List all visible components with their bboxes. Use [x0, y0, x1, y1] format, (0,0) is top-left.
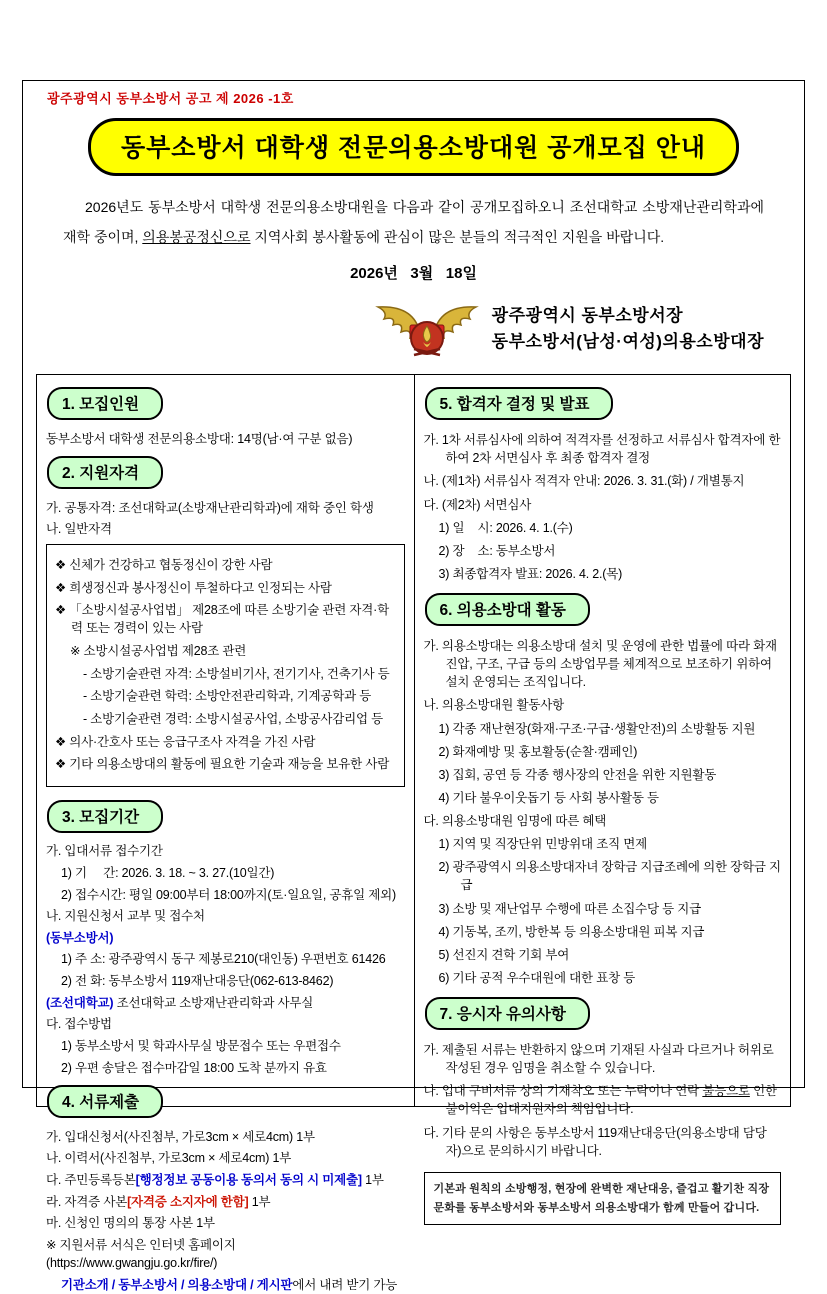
notice-number: 광주광역시 동부소방서 공고 제 2026 -1호 [47, 91, 294, 106]
doc-bankbook-copy: 마. 신청인 명의의 통장 사본 1부 [46, 1216, 215, 1231]
reception-university: (조선대학교) 조선대학교 소방재난관리학과 사무실 [46, 995, 314, 1010]
period-dates: 1) 기 간: 2026. 3. 18. ~ 3. 27.(10일간) [61, 865, 275, 880]
apply-method-2: 2) 우편 송달은 접수마감일 18:00 도착 분까지 유효 [61, 1060, 327, 1075]
qualification-detail-box [46, 544, 405, 787]
activity-2: 2) 화재예방 및 홍보활동(순찰·캠페인) [438, 744, 638, 759]
qual-sub-item: - 소방기술관련 학력: 소방안전관리학과, 기계공학과 등 [83, 689, 372, 704]
caution-3: 다. 기타 문의 사항은 동부소방서 119재난대응단(의용소방대 담당자)으로 문의하시기 바랍니다. [423, 1125, 767, 1158]
signer-title-1: 광주광역시 동부소방서장 [491, 305, 684, 325]
benefit-3: 3) 소방 및 재난업무 수행에 따른 소집수당 등 지급 [438, 901, 702, 916]
benefit-2: 2) 광주광역시 의용소방대자녀 장학금 지급조례에 의한 장학금 지급 [438, 860, 781, 893]
reception-address: 1) 주 소: 광주광역시 동구 제봉로210(대인동) 우편번호 61426 [61, 952, 386, 967]
apply-method-heading: 다. 접수방법 [46, 1017, 112, 1032]
section-2-header: 2. 지원자격 [47, 456, 163, 489]
slogan-box [424, 1172, 782, 1225]
intro-paragraph [63, 192, 764, 252]
qual-note: ※ 소방시설공사업법 제28조 관련 [70, 644, 247, 659]
period-hours: 2) 접수시간: 평일 09:00부터 18:00까지(토·일요일, 공휴일 제외) [61, 887, 396, 902]
caution-2: 나. 입대 구비서류 상의 기재착오 또는 누락이나 연락 불능으로 인한 불이익은 입대지원자의 책임입니다. [423, 1084, 777, 1117]
activity-4: 4) 기타 불우이웃돕기 등 사회 봉사활동 등 [438, 790, 659, 805]
qual-sub-item: - 소방기술관련 자격: 소방설비기사, 전기기사, 건축기사 등 [83, 666, 390, 681]
reception-heading: 나. 지원신청서 교부 및 접수처 [46, 909, 205, 924]
form-download-note: ※ 지원서류 서식은 인터넷 홈페이지 (https://www.gwangju.go.kr/fire/) [46, 1237, 236, 1270]
left-column [37, 375, 414, 1292]
final-result-date: 3) 최종합격자 발표: 2026. 4. 2.(목) [438, 566, 623, 581]
qual-item: ❖ 희생정신과 봉사정신이 투철하다고 인정되는 사람 [55, 580, 332, 595]
reception-phone: 2) 전 화: 동부소방서 119재난대응단(062-613-8462) [61, 974, 334, 989]
benefits-heading: 다. 의용소방대원 임명에 따른 혜택 [423, 814, 607, 829]
announcement-date: 2026년 3월 18일 [350, 265, 477, 283]
fire-service-eagle-emblem-icon [374, 297, 480, 361]
intro-text-a: 2026년도 동부소방서 대학생 전문의용소방대원을 다음과 같이 공개모집하오니 조선대학교 소방재난관리학과에 재학 중이며, [63, 199, 764, 246]
signature-block [23, 297, 764, 361]
first-round-notice: 나. (제1차) 서류심사 적격자 안내: 2026. 3. 31.(화) / 개별통지 [423, 474, 745, 489]
qual-item: ❖ 의사·간호사 또는 응급구조사 자격을 가진 사람 [55, 734, 316, 749]
period-heading: 가. 입대서류 접수기간 [46, 844, 163, 859]
activity-1: 1) 각종 재난현장(화재·구조·구급·생활안전)의 소방활동 지원 [438, 721, 756, 736]
qual-sub-item: - 소방기술관련 경력: 소방시설공사업, 소방공사감리업 등 [83, 711, 383, 726]
reception-fire-station-label: (동부소방서) [46, 930, 114, 945]
brigade-description: 가. 의용소방대는 의용소방대 설치 및 운영에 관한 법률에 따라 화재진압, 구조, 구급 등의 소방업무를 체계적으로 보조하기 위하여 설치 운영되는 조직입니다. [423, 639, 777, 690]
qual-item: ❖ 「소방시설공사업법」 제28조에 따른 소방기술 관련 자격·학력 또는 경력이 있는 사람 [55, 603, 389, 636]
activities-heading: 나. 의용소방대원 활동사항 [423, 698, 564, 713]
benefit-4: 4) 기동복, 조끼, 방한복 등 의용소방대원 피복 지급 [438, 924, 705, 939]
intro-text-c: 지역사회 봉사활동에 관심이 많은 분들의 적극적인 지원을 바랍니다. [250, 229, 665, 246]
qual-item: ❖ 기타 의용소방대의 활동에 필요한 기술과 재능을 보유한 사람 [55, 757, 390, 772]
slogan-text: 기본과 원칙의 소방행정, 현장에 완벽한 재난대응, 즐겁고 활기찬 직장문화를 동부소방서와 동부소방서 의용소방대가 함께 만들어 갑니다. [433, 1182, 770, 1214]
title-banner-row [23, 118, 804, 176]
section-6-header: 6. 의용소방대 활동 [425, 593, 590, 626]
form-download-path: 기관소개 / 동부소방서 / 의용소방대 / 게시판에서 내려 받기 가능 [61, 1277, 398, 1292]
qual-item: ❖ 신체가 건강하고 협동정신이 강한 사람 [55, 558, 273, 573]
apply-method-1: 1) 동부소방서 및 학과사무실 방문접수 또는 우편접수 [61, 1038, 341, 1053]
caution-1: 가. 제출된 서류는 반환하지 않으며 기재된 사실과 다르거나 허위로 작성된 경우 임명을 취소할 수 있습니다. [423, 1043, 774, 1076]
second-round-heading: 다. (제2차) 서면심사 [423, 497, 532, 512]
signer-titles [492, 303, 764, 356]
doc-residence-copy: 다. 주민등록등본[행정정보 공동이용 동의서 동의 시 미제출] 1부 [46, 1172, 384, 1187]
selection-process: 가. 1차 서류심사에 의하여 적격자를 선정하고 서류심사 합격자에 한하여 2차 서면심사 후 최종 합격자 결정 [423, 433, 781, 466]
second-round-place: 2) 장 소: 동부소방서 [438, 543, 556, 558]
doc-license-copy: 라. 자격증 사본[자격증 소지자에 한함] 1부 [46, 1194, 271, 1209]
doc-resume: 나. 이력서(사진첨부, 가로3cm × 세로4cm) 1부 [46, 1151, 292, 1166]
benefit-1: 1) 지역 및 직장단위 민방위대 조직 면제 [438, 837, 647, 852]
activity-3: 3) 집회, 공연 등 각종 행사장의 안전을 위한 지원활동 [438, 767, 717, 782]
benefit-5: 5) 선진지 견학 기회 부여 [438, 947, 570, 962]
section-5-header: 5. 합격자 결정 및 발표 [425, 387, 614, 420]
second-round-date: 1) 일 시: 2026. 4. 1.(수) [438, 520, 573, 535]
section-1-header: 1. 모집인원 [47, 387, 163, 420]
section-4-header: 4. 서류제출 [47, 1085, 163, 1118]
section-7-header: 7. 응시자 유의사항 [425, 997, 590, 1030]
qualification-general: 나. 일반자격 [46, 522, 112, 537]
content-table [36, 374, 791, 1292]
intro-text-underlined: 의용봉공정신으로 [142, 229, 251, 246]
right-column [414, 375, 791, 1214]
benefit-6: 6) 기타 공적 우수대원에 대한 표창 등 [438, 970, 636, 985]
page-title: 동부소방서 대학생 전문의용소방대원 공개모집 안내 [88, 118, 739, 176]
section-3-header: 3. 모집기간 [47, 800, 163, 833]
qualification-common: 가. 공통자격: 조선대학교(소방재난관리학과)에 재학 중인 학생 [46, 500, 374, 515]
doc-application: 가. 입대신청서(사진첨부, 가로3cm × 세로4cm) 1부 [46, 1129, 315, 1144]
recruit-count-line: 동부소방서 대학생 전문의용소방대: 14명(남·여 구분 없음) [46, 431, 353, 446]
page-frame [22, 80, 805, 1292]
signer-title-2: 동부소방서(남성·여성)의용소방대장 [491, 332, 764, 352]
